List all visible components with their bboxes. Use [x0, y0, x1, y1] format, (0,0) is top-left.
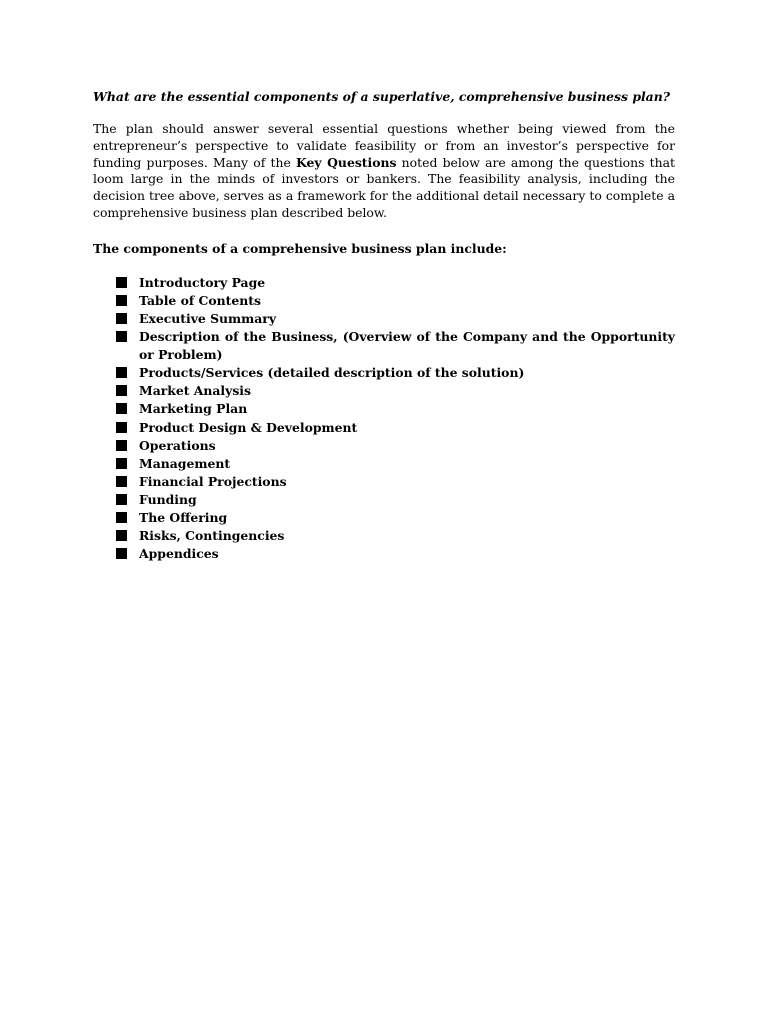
list-item [116, 310, 675, 328]
list-item-label: Executive Summary [139, 310, 277, 326]
list-item-label: Table of Contents [139, 292, 261, 308]
square-bullet-icon [116, 331, 127, 342]
list-item-label: Risks, Contingencies [139, 528, 285, 544]
square-bullet-icon [116, 367, 127, 378]
list-item [116, 274, 675, 292]
list-item [116, 545, 675, 563]
list-item-label: Financial Projections [139, 473, 287, 489]
list-item [116, 491, 675, 509]
square-bullet-icon [116, 403, 127, 414]
list-item-label: Operations [139, 437, 216, 453]
document-page [93, 88, 675, 563]
list-item [116, 437, 675, 455]
list-item-label: Introductory Page [139, 274, 266, 290]
components-list [93, 274, 675, 564]
list-item-label: Marketing Plan [139, 401, 248, 417]
square-bullet-icon [116, 313, 127, 324]
list-item [116, 527, 675, 545]
square-bullet-icon [116, 295, 127, 306]
list-item-label: Product Design & Development [139, 419, 358, 435]
square-bullet-icon [116, 476, 127, 487]
list-item [116, 455, 675, 473]
square-bullet-icon [116, 530, 127, 541]
list-item-label: Products/Services (detailed description of the solution) [139, 365, 525, 381]
list-item [116, 328, 675, 364]
list-item [116, 419, 675, 437]
square-bullet-icon [116, 385, 127, 396]
list-item [116, 382, 675, 400]
components-heading: The components of a comprehensive business plan include: [93, 240, 507, 256]
square-bullet-icon [116, 512, 127, 523]
intro-text-part1: The plan should answer several essential questions whether being viewed from the entrepreneur’s perspective to validate feasibility or from an investor’s perspective for funding purposes. Many of the [93, 121, 675, 170]
key-questions-emphasis: Key Questions [295, 154, 397, 170]
list-item [116, 473, 675, 491]
list-item [116, 509, 675, 527]
square-bullet-icon [116, 422, 127, 433]
question-heading: What are the essential components of a superlative, comprehensive business plan? [93, 89, 670, 104]
list-item-label: Description of the Business, (Overview of the Company and the Opportunity or Problem) [139, 329, 675, 363]
square-bullet-icon [116, 440, 127, 451]
list-item [116, 400, 675, 418]
list-item-label: Market Analysis [139, 383, 251, 399]
list-item-label: The Offering [139, 510, 228, 525]
list-item [116, 364, 675, 382]
intro-text-part2: noted below are among the questions that loom large in the minds of investors or bankers. The feasibility analysis, including the decision tree above, serves as a framework for the additional detail necessary to complete a comprehensive business plan described below. [93, 154, 675, 220]
list-item [116, 292, 675, 310]
square-bullet-icon [116, 277, 127, 288]
list-item-label: Management [139, 455, 231, 471]
square-bullet-icon [116, 458, 127, 469]
list-item-label: Appendices [139, 546, 219, 562]
list-item-label: Funding [139, 491, 197, 507]
square-bullet-icon [116, 548, 127, 559]
intro-paragraph [93, 121, 675, 222]
square-bullet-icon [116, 494, 127, 505]
